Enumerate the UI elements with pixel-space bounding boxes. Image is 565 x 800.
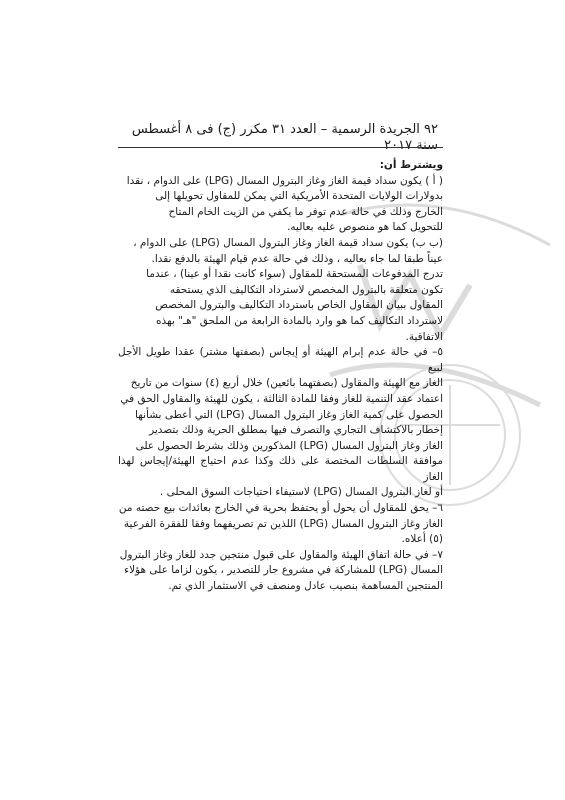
item-5-line: الحصول على كمية الغاز وغاز البترول المسال (LPG) التي أعطى بشأنها <box>135 408 443 421</box>
document-body <box>118 158 443 595</box>
clause-a-line: للتحويل كما هو منصوص عليه بعاليه. <box>287 221 443 234</box>
item-7-line: المنتجين المساهمة بنصيب عادل ومنصف في الاستثمار الذي تم. <box>168 580 443 593</box>
item-6-line: الغاز وغاز البترول المسال (LPG) اللذين تم تصريفهما وفقا للفقرة الفرعية <box>123 517 443 530</box>
item-7-line: المسال (LPG) للمشاركة في مشروع جار للتصدير ، يكون لزاما على هؤلاء <box>124 564 443 577</box>
item-5-line: إخطار بالاكتشاف التجاري والتصرف فيها بمطلق الحرية وذلك بتصدير <box>149 424 443 437</box>
clause-b <box>118 236 443 267</box>
item-5 <box>118 345 443 501</box>
clause-a-line: بدولارات الولايات المتحدة الأمريكية التي يمكن للمقاول تحويلها إلى <box>155 190 443 203</box>
item-5-line: موافقة السلطات المختصة على ذلك وكذا عدم احتياج الهيئة/إيجاس لهذا الغاز <box>118 455 443 483</box>
payments-paragraph <box>118 267 443 345</box>
item-5-line: أو لغاز البترول المسال (LPG) لاستيفاء احتياجات السوق المحلى . <box>159 486 443 499</box>
clause-a <box>118 174 443 236</box>
header-divider <box>118 147 443 148</box>
clause-b-line: عيناً طبقا لما جاء بعاليه ، وذلك في حالة عدم قيام الهيئة بالدفع نقدا. <box>151 252 443 265</box>
item-7-line: ٧– في حالة اتفاق الهيئة والمقاول على قبول منتجين جدد للغاز وغاز البترول <box>119 548 443 561</box>
item-6 <box>118 501 443 548</box>
payments-line: المقاول ببيان المقاول الخاص باسترداد التكاليف والبترول المخصص <box>155 299 443 312</box>
item-6-line: ٦– يحق للمقاول أن يحول أو يحتفظ بحرية في الخارج بعائدات بيع حصته من <box>118 502 443 515</box>
item-5-line: اعتماد عقد التنمية للغاز وفقا للمادة الثالثة ، يكون للهيئة والمقاول الحق في <box>120 392 443 405</box>
payments-line: تدرج المدفوعات المستحقة للمقاول (سواء كانت نقدا أو عينا) ، عندما <box>146 268 443 281</box>
item-6-line: (٥) أعلاه. <box>401 533 443 546</box>
clause-a-line: ( أ ) يكون سداد قيمة الغاز وغاز البترول المسال (LPG) على الدوام ، نقدا <box>126 174 443 187</box>
conditions-title: ويشترط أن: <box>379 159 443 171</box>
item-5-line: الغاز وغاز البترول المسال (LPG) المذكورين وذلك بشرط الحصول على <box>135 439 443 452</box>
clause-b-line: (ب ب) يكون سداد قيمة الغاز وغاز البترول المسال (LPG) على الدوام ، <box>133 236 443 249</box>
page-header: ٩٢ الجريدة الرسمية – العدد ٣١ مكرر (ج) فى ٨ أغسطس سنة ٢٠١٧ <box>131 122 438 153</box>
payments-line: تكون متعلقة بالبترول المخصص لاسترداد التكاليف الذي يستحقه <box>169 283 443 296</box>
payments-line: لاسترداد التكاليف كما هو وارد بالمادة الرابعة من الملحق "هـ" بهذه <box>156 314 443 327</box>
item-5-line: الغاز مع الهيئة والمقاول (بصفتهما بائعين) خلال أربع (٤) سنوات من تاريخ <box>130 377 443 390</box>
payments-line: الاتفاقية. <box>405 330 443 343</box>
item-7 <box>118 548 443 595</box>
clause-a-line: الخارج وذلك في حالة عدم توفر ما يكفي من الزيت الخام المتاح <box>168 205 443 218</box>
item-5-line: ٥– في حالة عدم إبرام الهيئة أو إيجاس (بصفتها مشتر) عقدا طويل الأجل لبيع <box>118 346 443 374</box>
